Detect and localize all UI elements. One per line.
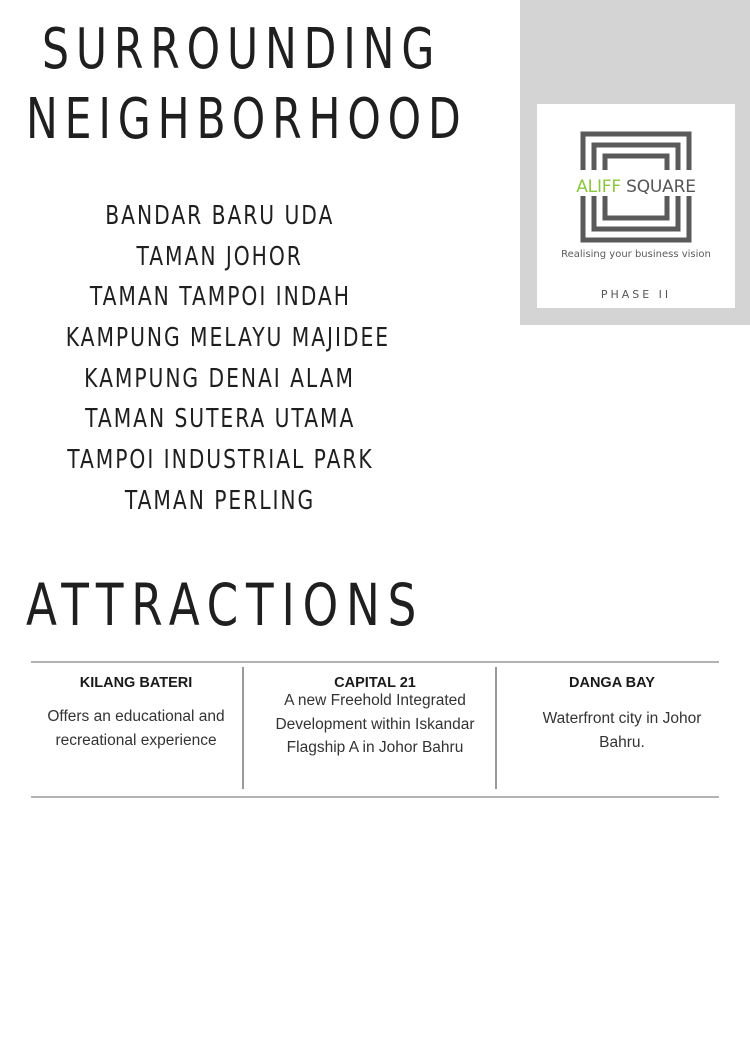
attraction-capital-21	[268, 675, 482, 760]
attraction-kilang-bateri	[40, 675, 232, 752]
list-item	[20, 362, 420, 403]
neighborhood-place: TAMPOI INDUSTRIAL PARK	[66, 445, 374, 476]
neighborhood-title-line1: SURROUNDING	[42, 17, 442, 82]
attraction-description: Offers an educational and recreational experience	[47, 708, 225, 749]
attraction-name: CAPITAL 21	[334, 675, 416, 691]
column-divider	[495, 667, 497, 789]
attraction-name: DANGA BAY	[569, 675, 655, 691]
neighborhood-list	[20, 199, 420, 525]
attraction-description: A new Freehold Integrated Development within Iskandar Flagship A in Johor Bahru	[275, 692, 475, 756]
list-item	[20, 240, 420, 281]
neighborhood-place: TAMAN SUTERA UTAMA	[84, 404, 356, 435]
logo-wordmark-square: SQUARE	[626, 177, 696, 197]
attractions-title: ATTRACTIONS	[26, 571, 425, 639]
neighborhood-place: TAMAN TAMPOI INDAH	[89, 282, 351, 313]
list-item	[20, 280, 420, 321]
logo-wordmark-aliff: ALIFF	[576, 177, 621, 197]
attraction-danga-bay	[540, 675, 704, 754]
list-item	[20, 484, 420, 525]
neighborhood-title-line2: NEIGHBORHOOD	[26, 87, 468, 152]
column-divider	[242, 667, 244, 789]
logo-wordmark	[537, 177, 735, 197]
attraction-description: Waterfront city in Johor Bahru.	[542, 710, 702, 751]
attraction-name: KILANG BATERI	[79, 675, 193, 691]
neighborhood-place: TAMAN PERLING	[124, 485, 316, 516]
neighborhood-place: TAMAN JOHOR	[136, 241, 304, 272]
neighborhood-place: BANDAR BARU UDA	[105, 201, 335, 231]
logo-phase: PHASE II	[600, 288, 672, 301]
list-item	[20, 199, 420, 240]
neighborhood-place: KAMPUNG MELAYU MAJIDEE	[65, 323, 390, 354]
logo-square-frame-icon	[537, 104, 735, 308]
list-item	[20, 321, 420, 362]
aliff-square-logo	[537, 104, 735, 308]
attractions-top-divider	[31, 661, 719, 663]
list-item	[20, 402, 420, 443]
logo-tagline: Realising your business vision	[561, 249, 711, 260]
list-item	[20, 443, 420, 484]
attractions-bottom-divider	[31, 796, 719, 798]
neighborhood-place: KAMPUNG DENAI ALAM	[84, 363, 356, 394]
